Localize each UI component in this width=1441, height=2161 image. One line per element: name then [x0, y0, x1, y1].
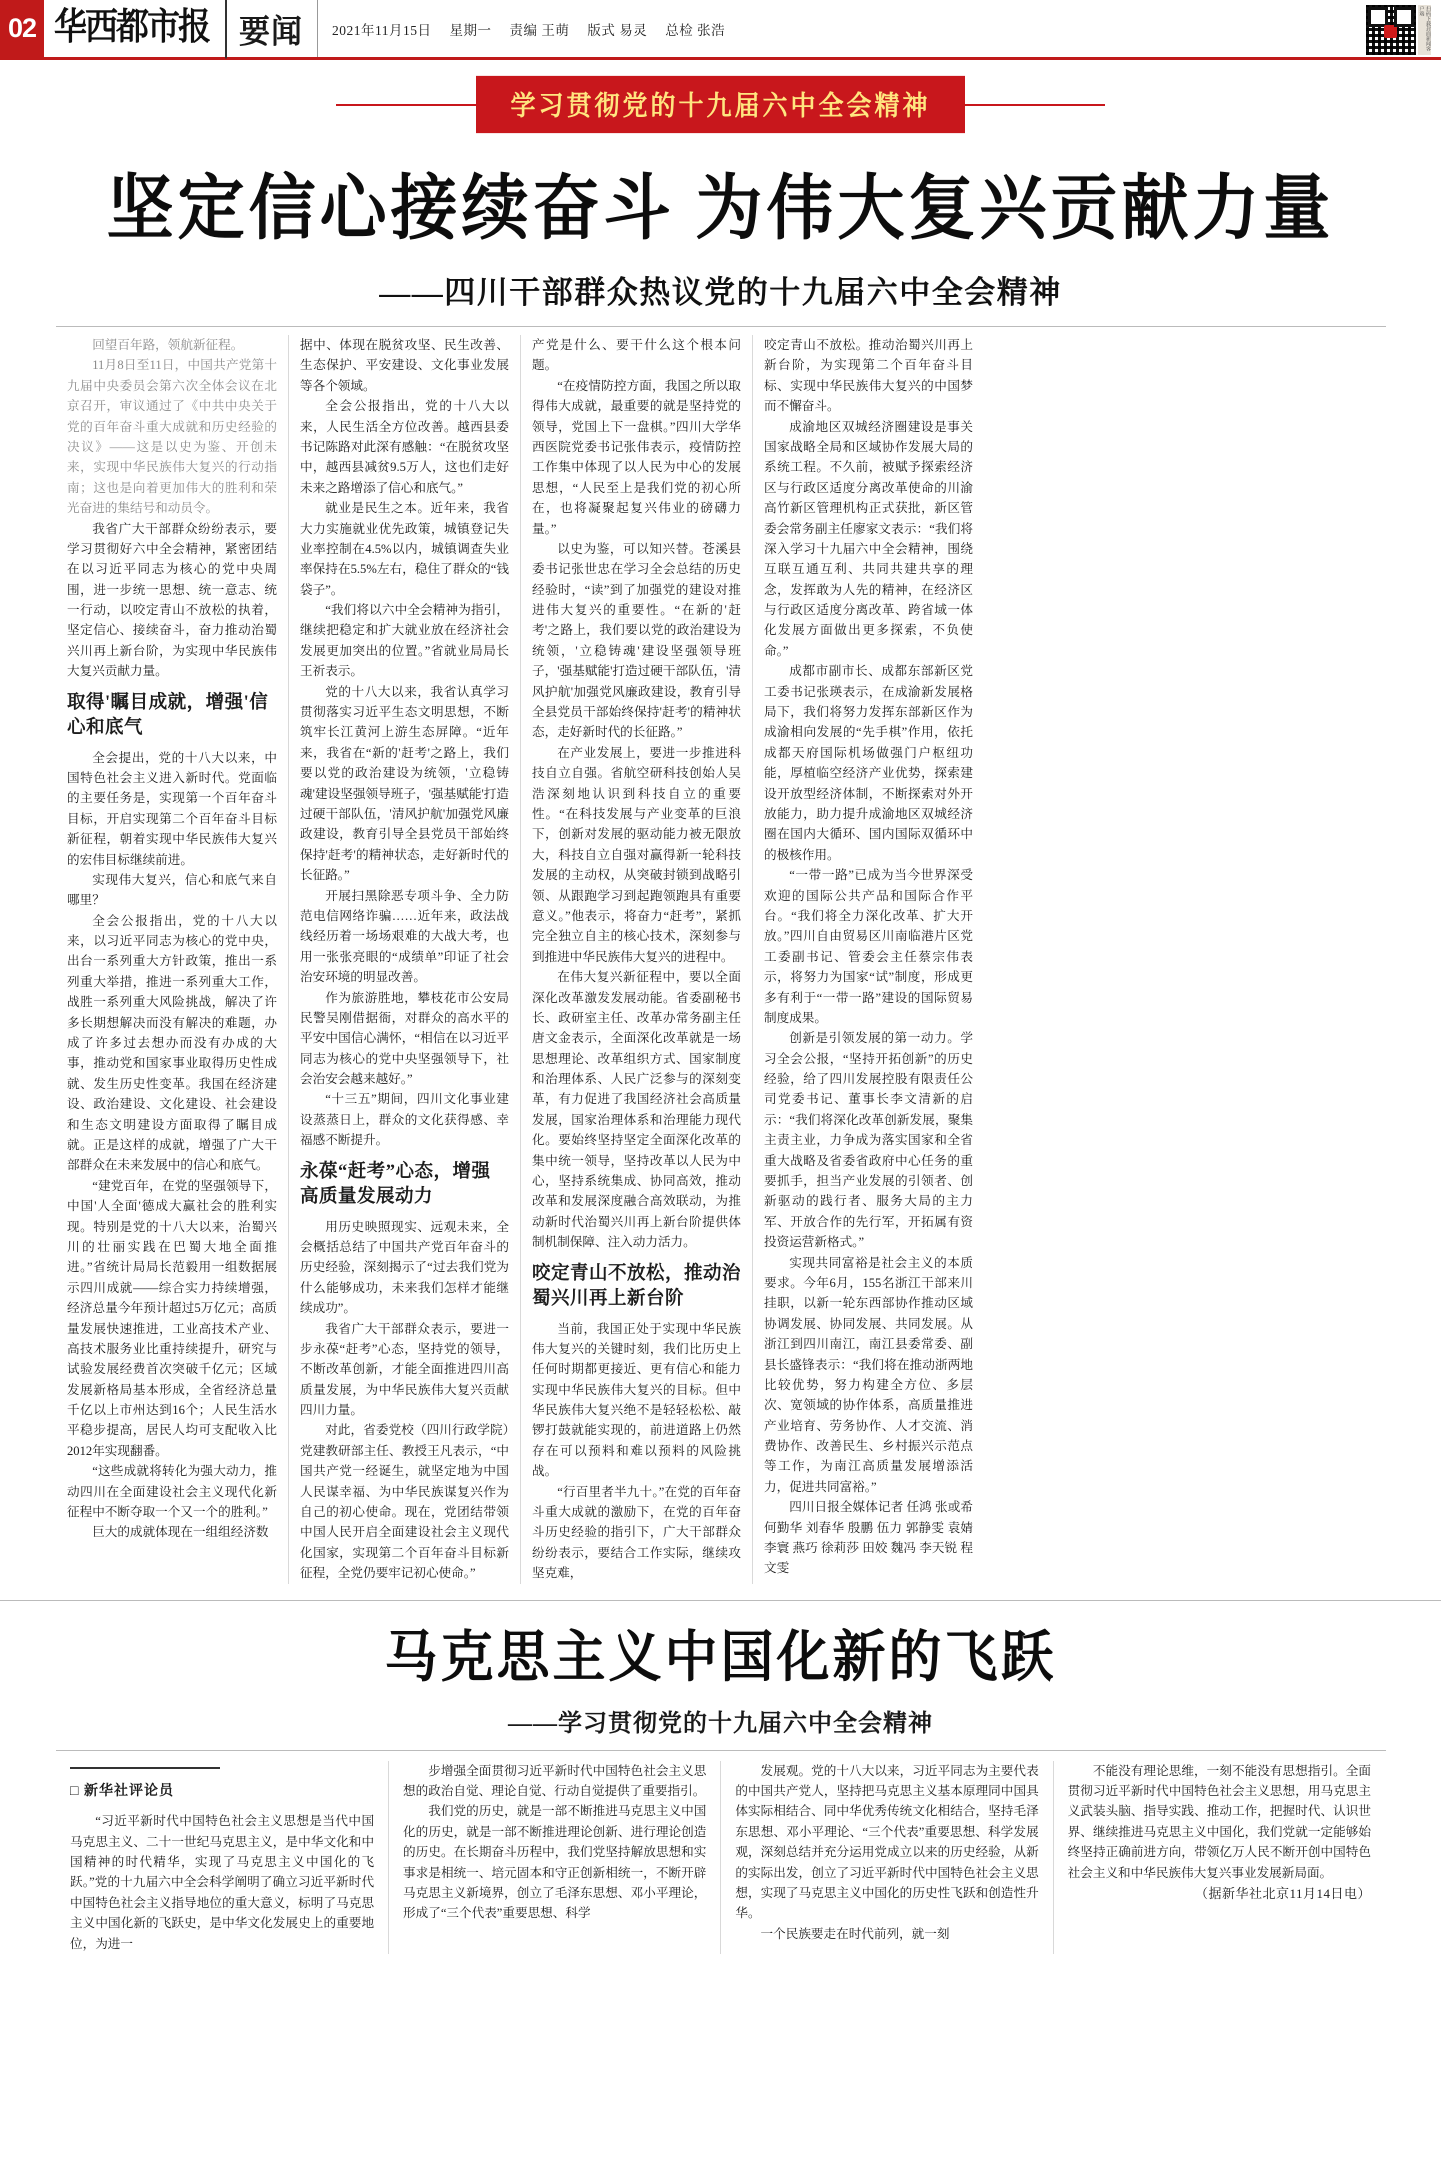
campaign-banner-row	[0, 78, 1441, 131]
paragraph: 以史为鉴，可以知兴替。苍溪县委书记张世忠在学习全会总结的历史经验时，“读”到了加强党的建设对推进伟大复兴的重要性。“在新的'赶考'之路上，我们要以党的政治建设为统领，'立稳铸魂'建设坚强领导班子，'强基赋能'打造过硬干部队伍，'清风护航'加强党风廉政建设，教育引导全县党员干部始终保持'赶考'的精神状态，走好新时代的长征路。”	[532, 541, 741, 740]
paragraph: “行百里者半九十。”在党的百年奋斗重大成就的激励下，在党的百年奋斗历史经验的指引下，广大干部群众纷纷表示，要结合工作实际，继续攻坚克难，	[532, 1484, 741, 1581]
paper-name: 华西都市报	[54, 7, 209, 49]
paragraph: 11月8日至11日，中国共产党第十九届中央委员会第六次全体会议在北京召开，审议通过了《中共中央关于党的百年奋斗重大成就和历史经验的决议》——这是以史为鉴、开创未来，实现中华民族伟大复兴的行动指南；这也是向着更加伟大的胜利和荣光奋进的集结号和动员令。	[67, 358, 277, 516]
paragraph: 就业是民生之本。近年来，我省大力实施就业优先政策，城镇登记失业率控制在4.5%以内，城镇调查失业率保持在5.5%左右，稳住了群众的“钱袋子”。	[300, 501, 509, 597]
paragraph: 咬定青山不放松。推动治蜀兴川再上新台阶，为实现第二个百年奋斗目标、实现中华民族伟大复兴的中国梦而不懈奋斗。	[764, 338, 973, 414]
paragraph: “在疫情防控方面，我国之所以取得伟大成就，最重要的就是坚持党的领导，党国上下一盘棋。”四川大学华西医院党委书记张伟表示，疫情防控工作集中体现了以人民为中心的发展思想，“人民至上是我们党的初心所在，也将凝聚起复兴伟业的磅礴力量。”	[532, 378, 741, 536]
secondary-subtitle: ——学习贯彻党的十九届六中全会精神	[508, 1710, 933, 1737]
byline: □ 新华社评论员	[70, 1783, 174, 1799]
issue-weekday: 星期一	[449, 22, 492, 38]
campaign-banner: 学习贯彻党的十九届六中全会精神	[476, 76, 964, 133]
paragraph: 在伟大复兴新征程中，要以全面深化改革激发发展动能。省委副秘书长、政研室主任、改革办常务副主任唐文金表示，全面深化改革就是一场思想理论、改革组织方式、国家制度和治理体系、人民广泛参与的深刻变革，有力促进了我国经济社会高质量发展，国家治理体系和治理能力现代化。要始终坚持坚定全面深化改革的集中统一领导，坚持改革以人民为中心，坚持系统集成、协同高效，推动改革和发展深度融合高效联动，为推动新时代治蜀兴川再上新台阶提供体制机制保障、注入动力活力。	[532, 970, 741, 1250]
paragraph: 成都市副市长、成都东部新区党工委书记张瑛表示，在成渝新发展格局下，我们将努力发挥东部新区作为成渝相向发展的“先手棋”作用，依托成都天府国际机场做强门户枢纽功能，厚植临空经济产业优势，探索建设开放型经济体制，不断探索对外开放能力，助力提升成渝地区双城经济圈在国内大循环、国内国际双循环中的极核作用。	[764, 664, 973, 862]
paragraph: 我省广大干部群众表示，要进一步永葆“赶考”心态，坚持党的领导，不断改革创新，才能全面推进四川高质量发展，为中华民族伟大复兴贡献四川力量。	[300, 1321, 509, 1418]
divider	[70, 1767, 220, 1769]
page-number: 02	[0, 0, 44, 57]
paragraph: 开展扫黑除恶专项斗争、全力防范电信网络诈骗……近年来，政法战线经历着一场场艰难的大战大考，也用一张张亮眼的“成绩单”印证了社会治安环境的明显改善。	[300, 888, 509, 985]
paragraph: 党的十八大以来，我省认真学习贯彻落实习近平生态文明思想，不断筑牢长江黄河上游生态屏障。“近年来，我省在“新的'赶考'之路上，我们要以党的政治建设为统领，'立稳铸魂'建设坚强领导班子，'强基赋能'打造过硬干部队伍，'清风护航'加强党风廉政建设，教育引导全县党员干部始终保持'赶考'的精神状态，走好新时代的长征路。”	[300, 684, 509, 883]
paragraph: 巨大的成就体现在一组组经济数	[92, 1525, 269, 1540]
paragraph: “十三五”期间，四川文化事业建设蒸蒸日上，群众的文化获得感、幸福感不断提升。	[300, 1092, 509, 1148]
qr-caption: 扫码下载封面新闻客户端	[1418, 5, 1431, 55]
article-credits: 四川日报全媒体记者 任鸿 张或希 何勤华 刘春华 殷鹏 伍力 郭静雯 袁婧 李寰 燕巧 徐莉莎 田姣 魏冯 李天锐 程文雯	[764, 1500, 973, 1576]
issue-date: 2021年11月15日	[332, 22, 432, 38]
column-3	[520, 335, 752, 1584]
paragraph: 产党是什么、要干什么这个根本问题。	[532, 338, 741, 373]
paragraph: 全会提出，党的十八大以来，中国特色社会主义进入新时代。党面临的主要任务是，实现第一个百年奋斗目标，开启实现第二个百年奋斗目标新征程，朝着实现中华民族伟大复兴的宏伟目标继续前进。	[67, 750, 277, 867]
paragraph: “习近平新时代中国特色社会主义思想是当代中国马克思主义、二十一世纪马克思主义，是中华文化和中国精神的时代精华，实现了马克思主义中国化的飞跃。”党的十九届六中全会科学阐明了确立习近平新时代中国特色社会主义指导地位的重大意义，标明了马克思主义中国化新的飞跃史，是中华文化发展史上的重要地位，为进一	[70, 1814, 375, 1951]
layout-credit: 版式 易灵	[587, 22, 648, 38]
secondary-title: 马克思主义中国化新的飞跃	[384, 1627, 1057, 1689]
qr-code-icon[interactable]	[1366, 5, 1416, 55]
secondary-body	[0, 1751, 1441, 1954]
paragraph: “我们将以六中全会精神为指引，继续把稳定和扩大就业放在经济社会发展更加突出的位置。”省就业局局长王祈表示。	[300, 603, 509, 679]
editor-credit: 责编 王萌	[509, 22, 570, 38]
masthead-meta	[317, 0, 1441, 57]
section-title: 要闻	[225, 0, 317, 58]
paragraph: 步增强全面贯彻习近平新时代中国特色社会主义思想的政治自觉、理论自觉、行动自觉提供了重要指引。	[403, 1763, 707, 1798]
paragraph: 成渝地区双城经济圈建设是事关国家战略全局和区域协作发展大局的系统工程。不久前，被赋予探索经济区与行政区适度分离改革使命的川渝高竹新区管理机构正式获批，新区管委会常务副主任廖家文表示：“我们将深入学习十九届六中全会精神，围绕互联互通互利、共同共建共享的理念，发挥敢为人先的精神，在经济区与行政区适度分离改革、跨省域一体化发展方面做出更多探索，不负使命。”	[764, 419, 973, 658]
article-body	[0, 327, 1441, 1584]
masthead	[0, 0, 1441, 60]
column-1	[56, 335, 288, 1584]
section-heading: 取得'瞩目成就，增强'信心和底气	[67, 692, 269, 738]
column-4	[752, 335, 984, 1584]
paragraph: “这些成就将转化为强大动力，推动四川在全面建设社会主义现代化新征程中不断夺取一个又一个的胜利。”	[67, 1464, 277, 1520]
paragraph: 全会公报指出，党的十八大以来，以习近平同志为核心的党中央，出台一系列重大方针政策，推出一系列重大举措，推进一系列重大工作，战胜一系列重大风险挑战，解决了许多长期想解决而没有解决的难题，办成了许多过去想办而没有办成的大事，推动党和国家事业取得历史性成就、发生历史性变革。我国在经济建设、政治建设、文化建设、社会建设和生态文明建设方面取得了瞩目成就。正是这样的成就，增强了广大干部群众在未来发展中的信心和底气。	[67, 913, 277, 1173]
paragraph: 不能没有理论思维，一刻不能没有思想指引。全面贯彻习近平新时代中国特色社会主义思想，用马克思主义武装头脑、指导实践、推动工作，把握时代、认识世界、继续推进马克思主义中国化，我们党就一定能够始终坚持正确前进方向，带领亿万人民不断开创中国特色社会主义和中华民族伟大复兴事业发展新局面。	[1067, 1763, 1371, 1880]
paragraph: 实现共同富裕是社会主义的本质要求。今年6月，155名浙江干部来川挂职，以新一轮东西部协作推动区域协调发展、协同发展、共同发展。从浙江到四川南江，南江县委常委、副县长盛锋表示：“我们将在推动浙两地比较优势，努力构建全方位、多层次、宽领域的协作体系，高质量推进产业培育、劳务协作、人才交流、消费协作、改善民生、乡村振兴示范点等工作，为南江高质量发展增添活力，促进共同富裕。”	[764, 1255, 973, 1494]
paragraph: 我们党的历史，就是一部不断推进马克思主义中国化的历史，就是一部不断推进理论创新、进行理论创造的历史。在长期奋斗历程中，我们党坚持解放思想和实事求是相统一、培元固本和守正创新相统一，不断开辟马克思主义新境界，创立了毛泽东思想、邓小平理论，形成了“三个代表”重要思想、科学	[403, 1804, 707, 1921]
article-source: （据新华社北京11月14日电）	[1194, 1885, 1371, 1901]
paragraph: 当前，我国正处于实现中华民族伟大复兴的关键时刻，我们比历史上任何时期都更接近、更有信心和能力实现中华民族伟大复兴的目标。但中华民族伟大复兴绝不是轻轻松松、敲锣打鼓就能实现的，前进道路上仍然存在可以预料和难以预料的风险挑战。	[532, 1321, 741, 1479]
qr-logo-mark	[1384, 25, 1397, 38]
column-3	[720, 1761, 1052, 1954]
proof-credit: 总检 张浩	[665, 22, 726, 38]
column-2	[388, 1761, 720, 1954]
qr-code-block[interactable]	[1366, 5, 1431, 55]
paragraph: 一个民族要走在时代前列，就一刻	[760, 1926, 950, 1941]
paper-logo	[44, 0, 217, 57]
column-1	[56, 1761, 388, 1954]
paragraph: 据中、体现在脱贫攻坚、民生改善、生态保护、平安建设、文化事业发展等各个领域。	[300, 338, 509, 393]
paragraph: 创新是引领发展的第一动力。学习全会公报，“坚持开拓创新”的历史经验，给了四川发展控股有限责任公司党委书记、董事长李文清新的启示：“我们将深化改革创新发展，聚集主责主业，力争成为落实国家和全省重大战略及省委省政府中心任务的重要抓手，担当产业发展的引领者、创新驱动的践行者、服务大局的主力军、开放合作的先行军，开拓属有资投资运营新格式。”	[764, 1031, 973, 1250]
paragraph: 全会公报指出，党的十八大以来，人民生活全方位改善。越西县委书记陈路对此深有感触：“在脱贫攻坚中，越西县减贫9.5万人，这也们走好未来之路增添了信心和底气。”	[300, 399, 509, 495]
page-subtitle: ——四川干部群众热议党的十九届六中全会精神	[379, 275, 1062, 310]
secondary-article	[0, 1600, 1441, 1954]
section-heading: 永葆“赶考”心态，增强高质量发展动力	[300, 1161, 491, 1207]
column-4	[1053, 1761, 1385, 1954]
paragraph: 对此，省委党校（四川行政学院）党建教研部主任、教授王凡表示，“中国共产党一经诞生，就坚定地为中国人民谋幸福、为中华民族谋复兴作为自己的初心使命。现在，党团结带领中国人民开启全面建设社会主义现代化国家，实现第二个百年奋斗目标新征程，全党仍要牢记初心使命。”	[300, 1423, 509, 1581]
paragraph: 实现伟大复兴，信心和底气来自哪里？	[67, 872, 277, 908]
paragraph: 回望百年路，领航新征程。	[92, 338, 244, 352]
paragraph: 用历史映照现实、远观未来，全会概括总结了中国共产党百年奋斗的历史经验，深刻揭示了“过去我们党为什么能够成功，未来我们怎样才能继续成功”。	[300, 1219, 509, 1316]
paragraph: “建党百年，在党的坚强领导下，中国'人全面'德成大赢社会的胜利实现。特别是党的十八大以来，治蜀兴川的壮丽实践在巴蜀大地全面推进。”省统计局局长范毅用一组数据展示四川成就——综合实力持续增强，经济总量今年预计超过5万亿元；高质量发展快速推进，工业高技术产业、高技术服务业比重持续提升，研究与试验发展经费首次突破千亿元；区域发展新格局基本形成，全省经济总量千亿以上市州达到16个；人民生活水平稳步提高，居民人均可支配收入比2012年实现翻番。	[67, 1178, 277, 1458]
paragraph: “一带一路”已成为当今世界深受欢迎的国际公共产品和国际合作平台。“我们将全力深化改革、扩大开放。”四川自由贸易区川南临港片区党工委副书记、管委会主任蔡宗伟表示，将努力为国家“试”制度，形成更多有利于“一带一路”建设的国际贸易制度成果。	[764, 868, 973, 1025]
paragraph: 我省广大干部群众纷纷表示，要学习贯彻好六中全会精神，紧密团结在以习近平同志为核心的党中央周围，进一步统一思想、统一意志、统一行动，以咬定青山不放松的执着，坚定信心、接续奋斗，奋力推动治蜀兴川再上新台阶，为实现中华民族伟大复兴贡献力量。	[67, 521, 277, 679]
paragraph: 发展观。党的十八大以来，习近平同志为主要代表的中国共产党人，坚持把马克思主义基本原理同中国具体实际相结合、同中华优秀传统文化相结合，坚持毛泽东思想、邓小平理论、“三个代表”重要思想、科学发展观，深刻总结并充分运用党成立以来的历史经验，从新的实际出发，创立了习近平新时代中国特色社会主义思想，实现了马克思主义中国化的历史性飞跃和创造性升华。	[735, 1763, 1039, 1921]
paragraph: 作为旅游胜地，攀枝花市公安局民警吴刚借据衙，对群众的高水平的平安中国信心满怀，“相信在以习近平同志为核心的党中央坚强领导下，社会治安会越来越好。”	[300, 990, 509, 1087]
page-title: 坚定信心接续奋斗 为伟大复兴贡献力量	[106, 170, 1335, 249]
paragraph: 在产业发展上，要进一步推进科技自立自强。省航空研科技创始人吴浩深刻地认识到科技自立的重要性。“在科技发展与产业变革的巨浪下，创新对发展的驱动能力被无限放大，科技自立自强对赢得新一轮科技发展的主动权，从突破封锁到战略引领、从跟跑学习到起跑领跑具有重要意义。”他表示，将奋力“赶考”，紧抓完全独立自主的核心技术，深刻参与到推进中华民族伟大复兴的进程中。	[532, 745, 741, 964]
column-2	[288, 335, 520, 1584]
section-heading: 咬定青山不放松，推动治蜀兴川再上新台阶	[532, 1263, 742, 1309]
